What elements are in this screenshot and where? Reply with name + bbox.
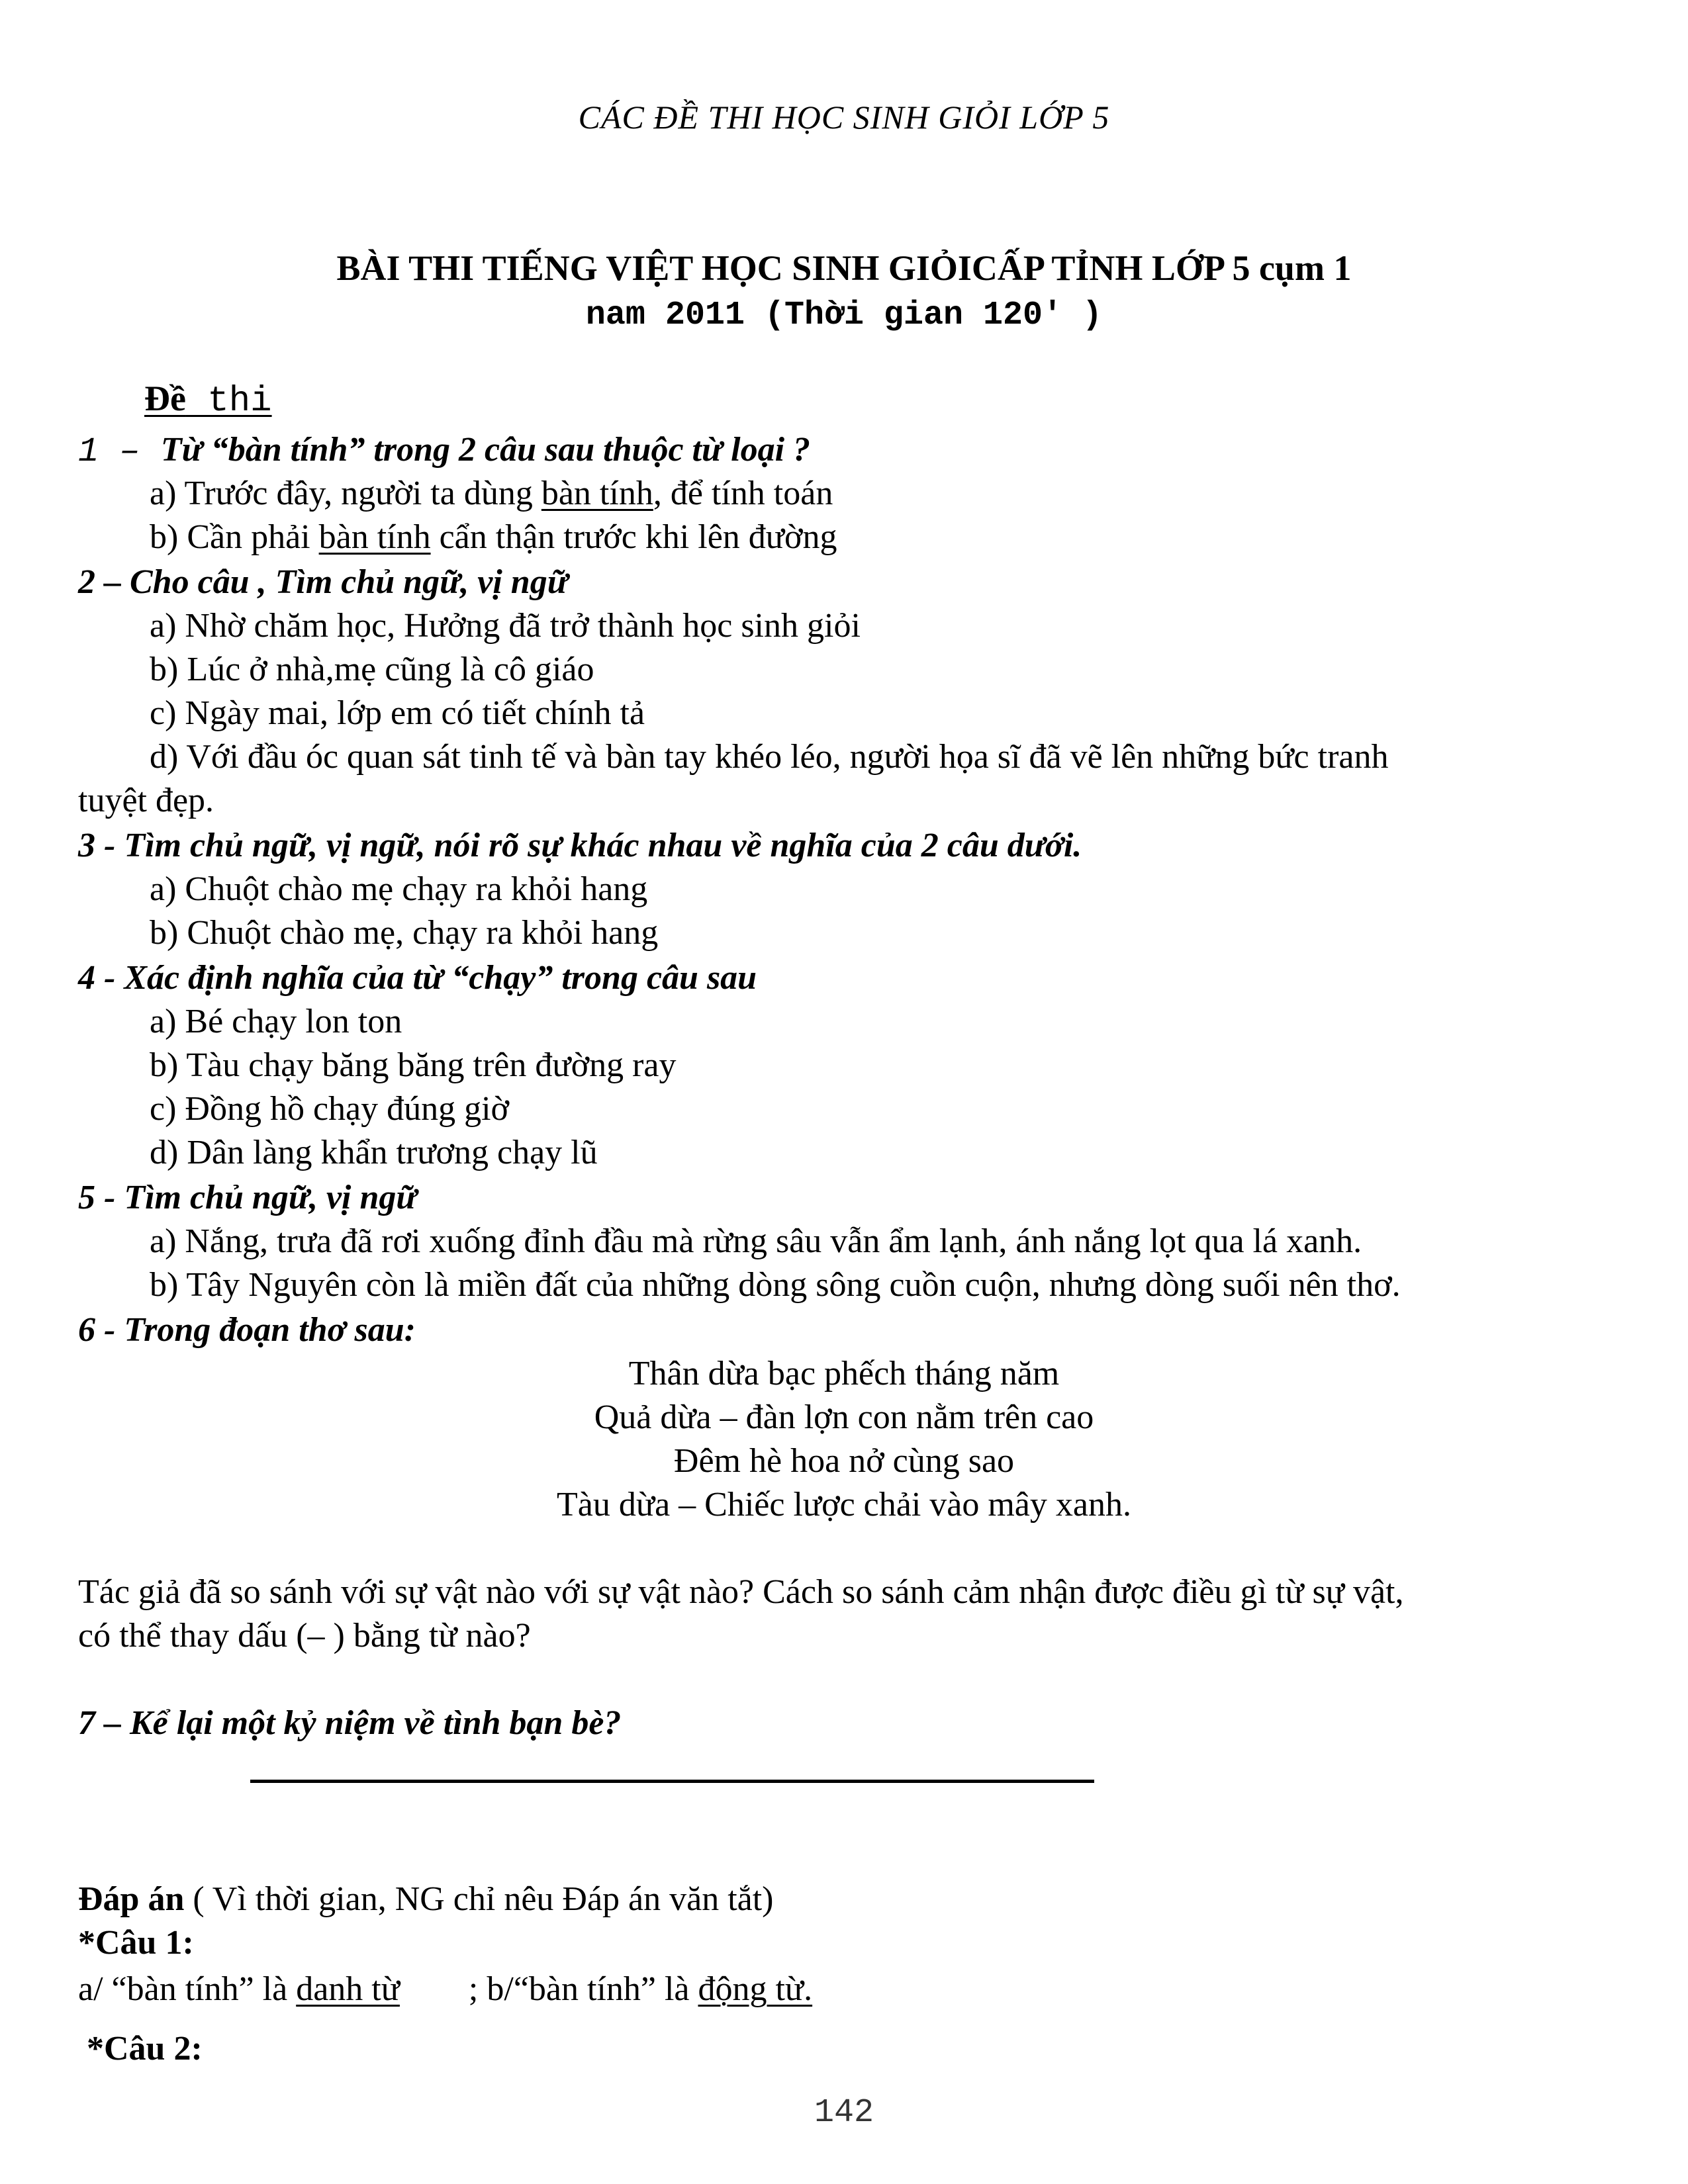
question-3-option-a: a) Chuột chào mẹ chạy ra khỏi hang [150, 870, 648, 908]
answer-key-heading [78, 1878, 774, 1921]
option-b-suffix: cẩn thận trước khi lên đường [430, 518, 837, 556]
question-3: 3 - Tìm chủ ngữ, vị ngữ, nói rõ sự khác nhau về nghĩa của 2 câu dưới. [78, 827, 1082, 864]
question-6-prompt: Tác giả đã so sánh với sự vật nào với sự vật nào? Cách so sánh cảm nhận được điều gì từ sự vật, [78, 1573, 1404, 1611]
question-5: 5 - Tìm chủ ngữ, vị ngữ [78, 1179, 417, 1216]
question-5-option-a: a) Nắng, trưa đã rơi xuống đỉnh đầu mà rừng sâu vẫn ẩm lạnh, ánh nắng lọt qua lá xanh. [150, 1222, 1362, 1260]
question-1-option-b [150, 516, 837, 559]
question-4-option-b: b) Tàu chạy băng băng trên đường ray [150, 1046, 677, 1084]
question-1-number: 1 – [78, 432, 161, 471]
poem-line-2: Quả dừa – đàn lợn con nằm trên cao [594, 1398, 1094, 1436]
answer-1-a-prefix: a/ “bàn tính” là [78, 1970, 297, 2008]
page-number: 142 [814, 2094, 874, 2132]
exam-heading [144, 377, 272, 423]
exam-title: BÀI THI TIẾNG VIỆT HỌC SINH GIỎICẤP TỈNH LỚP 5 cụm 1 [336, 248, 1352, 288]
question-1 [78, 429, 810, 473]
question-2-option-d-continued: tuyệt đẹp. [78, 782, 214, 819]
answer-key-note: ( Vì thời gian, NG chỉ nêu Đáp án văn tắt) [184, 1880, 774, 1918]
option-a-prefix: a) Trước đây, người ta dùng [150, 475, 541, 512]
question-2: 2 – Cho câu , Tìm chủ ngữ, vị ngữ [78, 563, 568, 601]
question-2-option-b: b) Lúc ở nhà,mẹ cũng là cô giáo [150, 651, 594, 688]
exam-subtitle: nam 2011 (Thời gian 120′ ) [585, 296, 1103, 334]
running-header: CÁC ĐỀ THI HỌC SINH GIỎI LỚP 5 [578, 99, 1110, 136]
answer-1-b-prefix: ; b/“bàn tính” là [399, 1970, 698, 2008]
question-4-option-d: d) Dân làng khẩn trương chạy lũ [150, 1134, 598, 1171]
poem-line-4: Tàu dừa – Chiếc lược chải vào mây xanh. [557, 1486, 1131, 1524]
question-2-option-c: c) Ngày mai, lớp em có tiết chính tả [150, 694, 645, 732]
question-2-option-d: d) Với đầu óc quan sát tinh tế và bàn tay khéo léo, người họa sĩ đã vẽ lên những bức tranh [150, 738, 1389, 776]
option-a-suffix: , để tính toán [653, 475, 833, 512]
question-2-option-a: a) Nhờ chăm học, Hưởng đã trở thành học sinh giỏi [150, 607, 861, 645]
answer-1 [78, 1968, 812, 2011]
section-divider [250, 1780, 1094, 1783]
question-4-option-c: c) Đồng hồ chạy đúng giờ [150, 1090, 510, 1128]
answer-key-title: Đáp án [78, 1880, 185, 1918]
answer-1-a-value: danh từ [296, 1970, 400, 2008]
question-3-option-b: b) Chuột chào mẹ, chạy ra khỏi hang [150, 914, 659, 952]
answer-1-b-value: động từ. [698, 1970, 813, 2008]
poem-line-1: Thân dừa bạc phếch tháng năm [628, 1355, 1060, 1392]
question-4-option-a: a) Bé chạy lon ton [150, 1003, 402, 1040]
question-6: 6 - Trong đoạn thơ sau: [78, 1311, 416, 1349]
option-a-underlined: bàn tính [541, 475, 653, 512]
answer-1-label: *Câu 1: [78, 1924, 194, 1962]
exam-heading-de: Đề [144, 379, 186, 418]
question-7: 7 – Kể lại một kỷ niệm về tình bạn bè? [78, 1704, 622, 1742]
exam-heading-thi: thi [185, 381, 272, 422]
question-1-option-a [150, 473, 833, 515]
question-1-text: Từ “bàn tính” trong 2 câu sau thuộc từ loại ? [160, 431, 811, 469]
question-6-prompt-continued: có thể thay dấu (– ) bằng từ nào? [78, 1617, 531, 1655]
option-b-prefix: b) Cần phải [150, 518, 319, 556]
question-4: 4 - Xác định nghĩa của từ “chạy” trong câu sau [78, 959, 757, 997]
answer-2-label: *Câu 2: [78, 2030, 203, 2068]
poem-line-3: Đêm hè hoa nở cùng sao [673, 1442, 1015, 1480]
option-b-underlined: bàn tính [318, 518, 431, 556]
question-5-option-b: b) Tây Nguyên còn là miền đất của những dòng sông cuồn cuộn, nhưng dòng suối nên thơ. [150, 1266, 1401, 1304]
